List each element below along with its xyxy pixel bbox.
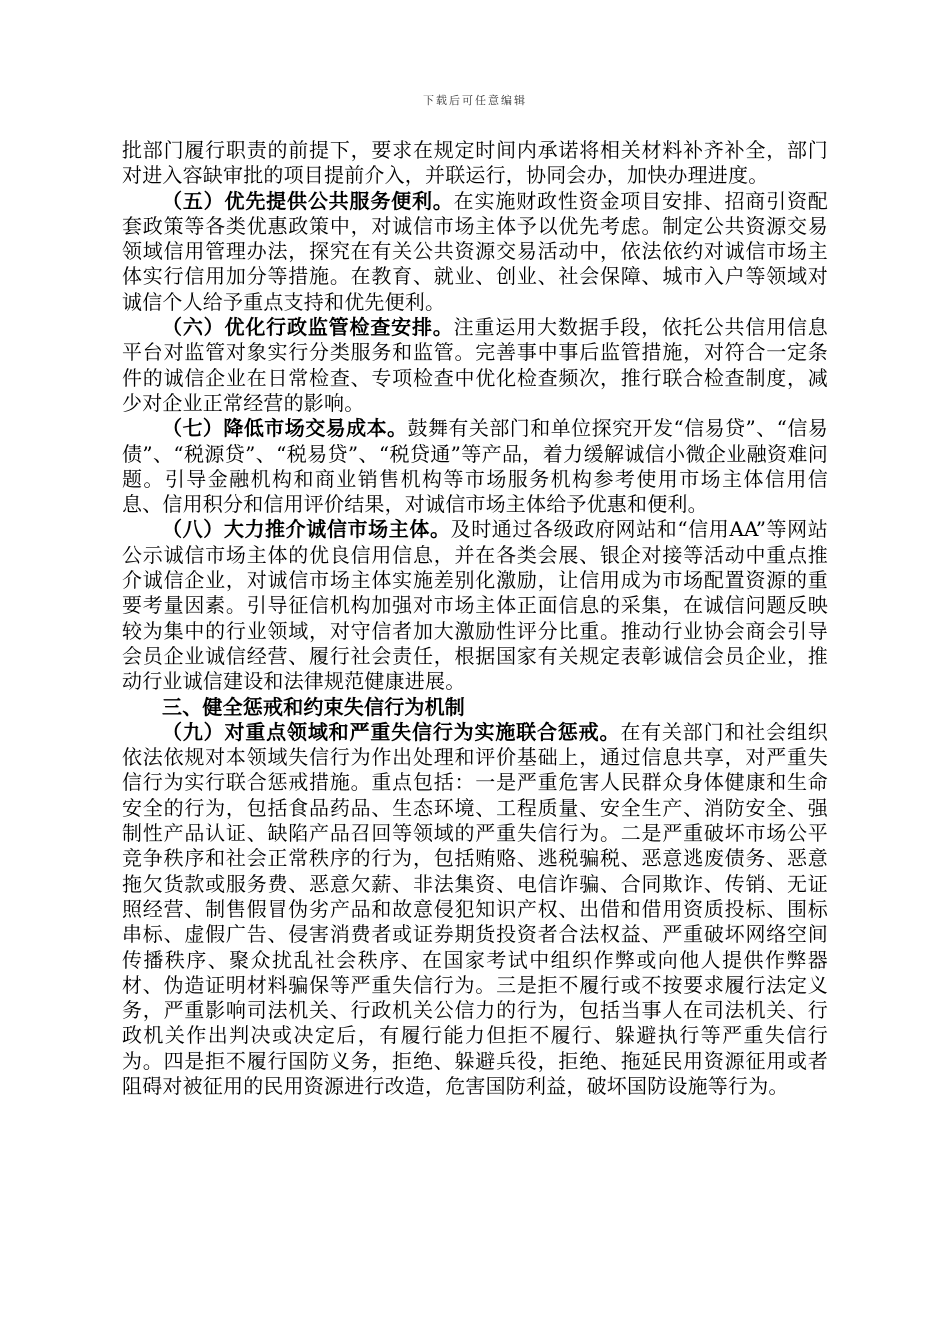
paragraph-item-5 xyxy=(122,189,828,315)
paragraph-lead: （六）优化行政监管检查安排。 xyxy=(162,315,454,340)
paragraph-body: 注重运用大数据手段，依托公共信用信息平台对监管对象实行分类服务和监管。完善事中事后监管措施，对符合一定条件的诚信企业在日常检查、专项检查中优化检查频次，推行联合检查制度，减少对企业正常经营的影响。 xyxy=(122,315,828,415)
section-heading: 三、健全惩戒和约束失信行为机制 xyxy=(162,694,465,719)
paragraph-body: 在实施财政性资金项目安排、招商引资配套政策等各类优惠政策中，对诚信市场主体予以优先考虑。制定公共资源交易领域信用管理办法，探究在有关公共资源交易活动中，依法依约对诚信市场主体实行信用加分等措施。在教育、就业、创业、社会保障、城市入户等领域对诚信个人给予重点支持和优先便利。 xyxy=(122,188,828,314)
paragraph-item-9 xyxy=(122,720,828,1099)
paragraph-lead: （八）大力推介诚信市场主体。 xyxy=(162,517,451,542)
paragraph-lead: （九）对重点领域和严重失信行为实施联合惩戒。 xyxy=(162,719,621,744)
paragraph-body: 及时通过各级政府网站和“信用AA”等网站公示诚信市场主体的优良信用信息，并在各类会展、银企对接等活动中重点推介诚信企业，对诚信市场主体实施差别化激励，让信用成为市场配置资源的重要考量因素。引导征信机构加强对市场主体正面信息的采集，在诚信问题反映较为集中的行业领域，对守信者加大激励性评分比重。推动行业协会商会引导会员企业诚信经营、履行社会责任，根据国家有关规定表彰诚信会员企业，推动行业诚信建设和法律规范健康进展。 xyxy=(122,517,828,694)
page-header: 下载后可任意编辑 xyxy=(423,94,527,107)
paragraph-body: 在有关部门和社会组织依法依规对本领域失信行为作出处理和评价基础上，通过信息共享，对严重失信行为实行联合惩戒措施。重点包括：一是严重危害人民群众身体健康和生命安全的行为，包括食品药品、生态环境、工程质量、安全生产、消防安全、强制性产品认证、缺陷产品召回等领域的严重失信行为。二是严重破坏市场公平竞争秩序和社会正常秩序的行为，包括贿赂、逃税骗税、恶意逃废债务、恶意拖欠货款或服务费、恶意欠薪、非法集资、电信诈骗、合同欺诈、传销、无证照经营、制售假冒伪劣产品和故意侵犯知识产权、出借和借用资质投标、围标串标、虚假广告、侵害消费者或证券期货投资者合法权益、严重破坏网络空间传播秩序、聚众扰乱社会秩序、在国家考试中组织作弊或向他人提供作弊器材、伪造证明材料骗保等严重失信行为。三是拒不履行或不按要求履行法定义务，严重影响司法机关、行政机关公信力的行为，包括当事人在司法机关、行政机关作出判决或决定后，有履行能力但拒不履行、躲避执行等严重失信行为。四是拒不履行国防义务，拒绝、躲避兵役，拒绝、拖延民用资源征用或者阻碍对被征用的民用资源进行改造，危害国防利益，破坏国防设施等行为。 xyxy=(122,719,829,1098)
document-body xyxy=(122,138,828,1099)
paragraph-body: 鼓舞有关部门和单位探究开发“信易贷”、“信易债”、“税源贷”、“税易贷”、“税贷通”等产品，着力缓解诚信小微企业融资难问题。引导金融机构和商业销售机构等市场服务机构参考使用市场主体信用信息、信用积分和信用评价结果，对诚信市场主体给予优惠和便利。 xyxy=(122,416,828,517)
paragraph-continuation xyxy=(122,138,828,189)
paragraph-item-6 xyxy=(122,315,828,416)
paragraph-lead: （七）降低市场交易成本。 xyxy=(162,416,408,441)
paragraph-item-7 xyxy=(122,416,828,517)
paragraph-body: 批部门履行职责的前提下，要求在规定时间内承诺将相关材料补齐补全，部门对进入容缺审批的项目提前介入，并联运行，协同会办，加快办理进度。 xyxy=(122,138,828,188)
paragraph-item-8 xyxy=(122,517,828,694)
paragraph-lead: （五）优先提供公共服务便利。 xyxy=(162,188,454,213)
